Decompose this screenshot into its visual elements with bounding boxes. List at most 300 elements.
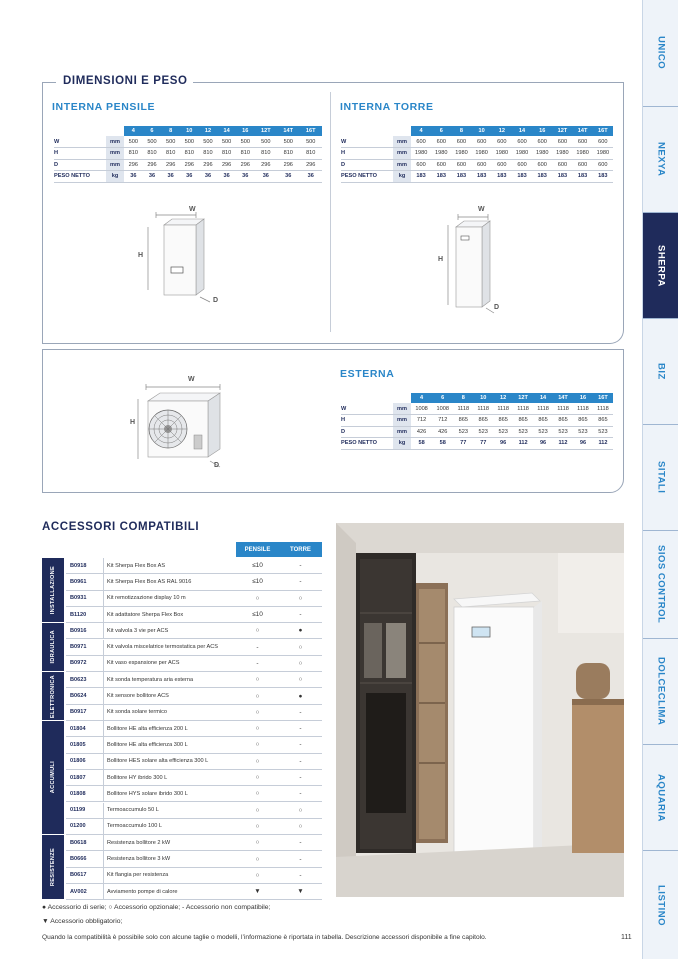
accessory-desc: Bollitore HES solare alta efficienza 300 L bbox=[103, 754, 236, 769]
torre-dim-h: H bbox=[438, 256, 444, 263]
accessory-code: B0961 bbox=[70, 578, 87, 585]
cell-value: 36 bbox=[124, 171, 143, 183]
accessory-desc: Kit sonda temperatura aria esterna bbox=[103, 672, 236, 687]
cell-value: 183 bbox=[431, 171, 451, 183]
row-label: D bbox=[341, 159, 393, 171]
row-unit: kg bbox=[106, 171, 124, 183]
esterna-dim-d: D bbox=[214, 462, 220, 469]
compat-torre: - bbox=[299, 725, 302, 733]
cell-value: 523 bbox=[593, 426, 613, 438]
accessory-desc: Bollitore HE alta efficienza 300 L bbox=[103, 737, 236, 752]
cell-value: 600 bbox=[552, 136, 572, 148]
accessory-row bbox=[66, 737, 322, 753]
compat-torre: - bbox=[299, 611, 302, 619]
legend-line-2: ▼ Accessorio obbligatorio; bbox=[42, 918, 123, 925]
compat-torre: - bbox=[299, 774, 302, 782]
cell-value: 112 bbox=[593, 438, 613, 450]
accessory-row bbox=[66, 705, 322, 721]
group-label: INSTALLAZIONE bbox=[50, 565, 56, 615]
compat-pensile: ○ bbox=[255, 855, 260, 863]
row-unit: mm bbox=[393, 415, 411, 427]
accessories-title: ACCESSORI COMPATIBILI bbox=[42, 521, 200, 533]
compat-torre: ○ bbox=[298, 676, 303, 684]
cell-value: 523 bbox=[533, 426, 553, 438]
compat-pensile: - bbox=[256, 659, 259, 667]
tab-dolceclima[interactable]: DOLCECLIMA bbox=[643, 639, 678, 745]
compat-pensile: ○ bbox=[255, 676, 260, 684]
cell-value: 500 bbox=[124, 136, 143, 148]
cell-value: 426 bbox=[411, 426, 432, 438]
pensile-header-4: 12 bbox=[199, 126, 218, 136]
cell-value: 500 bbox=[299, 136, 322, 148]
esterna-spec-table bbox=[341, 393, 613, 450]
esterna-row bbox=[341, 438, 613, 450]
cell-value: 600 bbox=[492, 159, 512, 171]
cell-value: 1980 bbox=[573, 148, 593, 160]
accessory-code: B0624 bbox=[70, 693, 87, 700]
accessory-row bbox=[66, 656, 322, 672]
compat-torre: ▼ bbox=[297, 888, 304, 896]
cell-value: 500 bbox=[161, 136, 180, 148]
cell-value: 112 bbox=[553, 438, 573, 450]
accessory-code: 01808 bbox=[70, 790, 86, 797]
cell-value: 500 bbox=[236, 136, 255, 148]
cell-value: 865 bbox=[493, 415, 513, 427]
cell-value: 600 bbox=[451, 159, 471, 171]
accessory-row bbox=[66, 803, 322, 819]
accessory-group bbox=[42, 835, 64, 899]
torre-dim-d: D bbox=[494, 304, 500, 311]
accessory-code: 01200 bbox=[70, 823, 86, 830]
cell-value: 600 bbox=[573, 159, 593, 171]
esterna-header-5: 12T bbox=[513, 393, 533, 403]
torre-header-9: 16T bbox=[593, 126, 613, 136]
compat-torre: ● bbox=[298, 627, 303, 635]
accessory-code: B0666 bbox=[70, 856, 87, 863]
cell-value: 500 bbox=[255, 136, 277, 148]
cell-value: 36 bbox=[255, 171, 277, 183]
accessory-desc: Kit valvola 3 vie per ACS bbox=[103, 623, 236, 638]
cell-value: 36 bbox=[277, 171, 299, 183]
accessory-code: B0972 bbox=[70, 660, 87, 667]
cell-value: 183 bbox=[573, 171, 593, 183]
tab-aquaria[interactable]: AQUARIA bbox=[643, 745, 678, 851]
pensile-header-5: 14 bbox=[217, 126, 236, 136]
accessory-desc: Kit Sherpa Flex Box AS RAL 9016 bbox=[103, 574, 236, 589]
pensile-header-6: 16 bbox=[236, 126, 255, 136]
pensile-header-8: 14T bbox=[277, 126, 299, 136]
accessory-row bbox=[66, 591, 322, 607]
row-label: W bbox=[54, 136, 106, 148]
cell-value: 1980 bbox=[451, 148, 471, 160]
accessory-group bbox=[42, 558, 64, 622]
cell-value: 1980 bbox=[472, 148, 492, 160]
accessory-desc: Kit sensore bollitore ACS bbox=[103, 688, 236, 703]
compat-torre: - bbox=[299, 855, 302, 863]
accessory-row bbox=[66, 721, 322, 737]
compat-pensile: ≤10 bbox=[252, 611, 263, 619]
accessory-desc: Kit remotizzazione display 10 m bbox=[103, 591, 236, 606]
cell-value: 865 bbox=[513, 415, 533, 427]
cell-value: 600 bbox=[431, 136, 451, 148]
cell-value: 810 bbox=[199, 148, 218, 160]
compat-torre: - bbox=[299, 839, 302, 847]
accessory-row bbox=[66, 868, 322, 884]
cell-value: 96 bbox=[533, 438, 553, 450]
cell-value: 183 bbox=[411, 171, 431, 183]
accessory-row bbox=[66, 770, 322, 786]
esterna-header-3: 10 bbox=[473, 393, 493, 403]
accessory-desc: Termoaccumulo 50 L bbox=[103, 803, 236, 818]
pensile-header-3: 10 bbox=[180, 126, 199, 136]
esterna-dim-h: H bbox=[130, 419, 136, 426]
cell-value: 865 bbox=[453, 415, 473, 427]
cell-value: 523 bbox=[573, 426, 593, 438]
accessory-desc: Bollitore HY ibrido 300 L bbox=[103, 770, 236, 785]
compat-pensile: ○ bbox=[255, 774, 260, 782]
cell-value: 426 bbox=[432, 426, 453, 438]
accessory-row bbox=[66, 558, 322, 574]
group-label: ELETTRONICA bbox=[50, 674, 56, 718]
cell-value: 600 bbox=[512, 159, 532, 171]
cell-value: 296 bbox=[299, 159, 322, 171]
compat-torre: ○ bbox=[298, 594, 303, 602]
pensile-header-2: 8 bbox=[161, 126, 180, 136]
esterna-header-7: 14T bbox=[553, 393, 573, 403]
accessory-code: B0917 bbox=[70, 709, 87, 716]
accessory-desc: Resistenza bollitore 3 kW bbox=[103, 851, 236, 866]
cell-value: 865 bbox=[533, 415, 553, 427]
pensile-dim-h: H bbox=[138, 252, 144, 259]
accessory-desc: Kit vaso espansione per ACS bbox=[103, 656, 236, 671]
accessory-row bbox=[66, 835, 322, 851]
cell-value: 36 bbox=[161, 171, 180, 183]
compat-pensile: ○ bbox=[255, 839, 260, 847]
row-label: PESO NETTO bbox=[54, 171, 106, 183]
accessory-code: B0971 bbox=[70, 644, 87, 651]
cell-value: 523 bbox=[513, 426, 533, 438]
accessory-code: AV002 bbox=[70, 888, 87, 895]
accessory-code: 01804 bbox=[70, 725, 86, 732]
row-label: H bbox=[341, 148, 393, 160]
cell-value: 500 bbox=[217, 136, 236, 148]
esterna-row bbox=[341, 426, 613, 438]
cell-value: 58 bbox=[411, 438, 432, 450]
cell-value: 865 bbox=[473, 415, 493, 427]
cell-value: 523 bbox=[493, 426, 513, 438]
tab-sitali[interactable]: SITALI bbox=[643, 425, 678, 531]
accessory-code: B0618 bbox=[70, 839, 87, 846]
accessory-row bbox=[66, 754, 322, 770]
accessory-desc: Kit Sherpa Flex Box AS bbox=[103, 558, 236, 573]
accessory-code: 01807 bbox=[70, 774, 86, 781]
cell-value: 1118 bbox=[453, 403, 473, 415]
tab-listino[interactable]: LISTINO bbox=[655, 884, 667, 926]
pensile-row bbox=[54, 136, 322, 148]
esterna-header-9: 16T bbox=[593, 393, 613, 403]
cell-value: 296 bbox=[199, 159, 218, 171]
torre-header-3: 10 bbox=[472, 126, 492, 136]
accessory-row bbox=[66, 672, 322, 688]
cell-value: 810 bbox=[180, 148, 199, 160]
pensile-header-9: 16T bbox=[299, 126, 322, 136]
cell-value: 296 bbox=[180, 159, 199, 171]
cell-value: 296 bbox=[143, 159, 162, 171]
compat-pensile: ▼ bbox=[254, 888, 261, 896]
esterna-header-0: 4 bbox=[411, 393, 432, 403]
cell-value: 296 bbox=[124, 159, 143, 171]
cell-value: 600 bbox=[451, 136, 471, 148]
accessory-desc: Kit sonda solare termico bbox=[103, 705, 236, 720]
cell-value: 500 bbox=[199, 136, 218, 148]
cell-value: 36 bbox=[236, 171, 255, 183]
cell-value: 1980 bbox=[512, 148, 532, 160]
compat-pensile: ○ bbox=[255, 806, 260, 814]
accessory-code: 01806 bbox=[70, 758, 86, 765]
compat-pensile: ≤10 bbox=[252, 562, 263, 570]
cell-value: 77 bbox=[473, 438, 493, 450]
cell-value: 600 bbox=[532, 159, 552, 171]
esterna-header-8: 16 bbox=[573, 393, 593, 403]
cell-value: 36 bbox=[143, 171, 162, 183]
esterna-title: ESTERNA bbox=[340, 368, 395, 380]
accessory-desc: Kit adattatore Sherpa Flex Box bbox=[103, 607, 236, 622]
tab-unico[interactable]: UNICO bbox=[643, 0, 678, 107]
esterna-dim-w: W bbox=[188, 376, 195, 383]
row-unit: kg bbox=[393, 438, 411, 450]
cell-value: 600 bbox=[411, 159, 431, 171]
accessory-desc: Bollitore HYS solare ibrido 300 L bbox=[103, 786, 236, 801]
cell-value: 1980 bbox=[431, 148, 451, 160]
cell-value: 58 bbox=[432, 438, 453, 450]
accessory-desc: Kit valvola miscelatrice termostatica per ACS bbox=[103, 640, 236, 655]
torre-row bbox=[341, 159, 613, 171]
row-unit: mm bbox=[106, 136, 124, 148]
compat-torre: ○ bbox=[298, 822, 303, 830]
cell-value: 600 bbox=[472, 159, 492, 171]
cell-value: 1118 bbox=[533, 403, 553, 415]
section-title: DIMENSIONI E PESO bbox=[60, 75, 191, 87]
cell-value: 183 bbox=[492, 171, 512, 183]
cell-value: 600 bbox=[512, 136, 532, 148]
compat-pensile: ≤10 bbox=[252, 578, 263, 586]
row-label: D bbox=[54, 159, 106, 171]
cell-value: 36 bbox=[180, 171, 199, 183]
cell-value: 296 bbox=[236, 159, 255, 171]
cell-value: 36 bbox=[199, 171, 218, 183]
accessory-desc: Bollitore HE alta efficienza 200 L bbox=[103, 721, 236, 736]
row-unit: mm bbox=[393, 403, 411, 415]
legend-line-1: ● Accessorio di serie; ○ Accessorio opzionale; - Accessorio non compatibile; bbox=[42, 904, 271, 911]
cell-value: 600 bbox=[411, 136, 431, 148]
cell-value: 183 bbox=[512, 171, 532, 183]
cell-value: 1118 bbox=[493, 403, 513, 415]
compat-pensile: ○ bbox=[255, 594, 260, 602]
esterna-header-4: 12 bbox=[493, 393, 513, 403]
compat-torre: - bbox=[299, 578, 302, 586]
cell-value: 810 bbox=[255, 148, 277, 160]
accessory-row bbox=[66, 640, 322, 656]
compat-pensile: ○ bbox=[255, 757, 260, 765]
compat-torre: ○ bbox=[298, 643, 303, 651]
accessory-code: B0623 bbox=[70, 676, 87, 683]
cell-value: 865 bbox=[573, 415, 593, 427]
accessory-row bbox=[66, 688, 322, 704]
accessory-code: B0931 bbox=[70, 595, 87, 602]
row-unit: mm bbox=[393, 426, 411, 438]
torre-header-2: 8 bbox=[451, 126, 471, 136]
pensile-title: INTERNA PENSILE bbox=[52, 101, 156, 113]
compat-torre: - bbox=[299, 741, 302, 749]
accessory-row bbox=[66, 607, 322, 623]
accessory-desc: Avviamento pompe di calore bbox=[103, 884, 236, 899]
row-label: H bbox=[341, 415, 393, 427]
cell-value: 1980 bbox=[552, 148, 572, 160]
row-label: D bbox=[341, 426, 393, 438]
row-label: H bbox=[54, 148, 106, 160]
accessory-group bbox=[42, 721, 64, 834]
accessory-row bbox=[66, 574, 322, 590]
row-label: PESO NETTO bbox=[341, 438, 393, 450]
torre-header-4: 12 bbox=[492, 126, 512, 136]
compat-pensile: ○ bbox=[255, 627, 260, 635]
torre-title: INTERNA TORRE bbox=[340, 101, 434, 113]
cell-value: 183 bbox=[552, 171, 572, 183]
cell-value: 1008 bbox=[411, 403, 432, 415]
row-unit: mm bbox=[393, 148, 411, 160]
torre-header-6: 16 bbox=[532, 126, 552, 136]
compat-pensile: ○ bbox=[255, 790, 260, 798]
cell-value: 810 bbox=[277, 148, 299, 160]
esterna-unit-drawing bbox=[128, 375, 238, 475]
cell-value: 865 bbox=[553, 415, 573, 427]
cell-value: 523 bbox=[453, 426, 473, 438]
col-torre-header: TORRE bbox=[279, 542, 322, 557]
torre-header-8: 14T bbox=[573, 126, 593, 136]
pensile-row bbox=[54, 148, 322, 160]
cell-value: 810 bbox=[236, 148, 255, 160]
cell-value: 500 bbox=[143, 136, 162, 148]
product-photo bbox=[336, 523, 624, 897]
row-label: W bbox=[341, 403, 393, 415]
cell-value: 296 bbox=[277, 159, 299, 171]
pensile-unit-drawing bbox=[130, 205, 240, 310]
accessory-desc: Resistenza bollitore 2 kW bbox=[103, 835, 236, 850]
accessory-code: B1120 bbox=[70, 611, 87, 618]
torre-dim-w: W bbox=[478, 206, 485, 213]
pensile-row bbox=[54, 159, 322, 171]
esterna-header-2: 8 bbox=[453, 393, 473, 403]
row-unit: mm bbox=[106, 148, 124, 160]
cell-value: 1980 bbox=[593, 148, 613, 160]
accessory-code: B0918 bbox=[70, 562, 87, 569]
section-divider bbox=[330, 92, 331, 332]
esterna-header-1: 6 bbox=[432, 393, 453, 403]
row-unit: mm bbox=[393, 159, 411, 171]
compat-torre: - bbox=[299, 708, 302, 716]
pensile-row bbox=[54, 171, 322, 183]
tab-biz[interactable]: BIZ bbox=[643, 319, 678, 425]
compat-pensile: ○ bbox=[255, 725, 260, 733]
col-pensile-header: PENSILE bbox=[236, 542, 279, 557]
cell-value: 77 bbox=[453, 438, 473, 450]
compat-pensile: ○ bbox=[255, 692, 260, 700]
cell-value: 96 bbox=[493, 438, 513, 450]
cell-value: 1980 bbox=[411, 148, 431, 160]
compat-pensile: ○ bbox=[255, 822, 260, 830]
cell-value: 1980 bbox=[532, 148, 552, 160]
accessory-desc: Termoaccumulo 100 L bbox=[103, 819, 236, 834]
cell-value: 1118 bbox=[573, 403, 593, 415]
cell-value: 36 bbox=[217, 171, 236, 183]
cell-value: 500 bbox=[180, 136, 199, 148]
tab-nexya[interactable]: NEXYA bbox=[643, 107, 678, 213]
row-label: W bbox=[341, 136, 393, 148]
pensile-dim-w: W bbox=[189, 206, 196, 213]
esterna-header-6: 14 bbox=[533, 393, 553, 403]
accessory-desc: Kit flangia per resistenza bbox=[103, 868, 236, 883]
compat-torre: - bbox=[299, 562, 302, 570]
cell-value: 810 bbox=[217, 148, 236, 160]
cell-value: 712 bbox=[432, 415, 453, 427]
torre-row bbox=[341, 136, 613, 148]
accessory-code: 01199 bbox=[70, 807, 86, 814]
cell-value: 183 bbox=[472, 171, 492, 183]
cell-value: 296 bbox=[255, 159, 277, 171]
cell-value: 600 bbox=[492, 136, 512, 148]
cell-value: 112 bbox=[513, 438, 533, 450]
compat-torre: - bbox=[299, 871, 302, 879]
cell-value: 523 bbox=[473, 426, 493, 438]
accessory-code: B0617 bbox=[70, 872, 87, 879]
accessory-group bbox=[42, 623, 64, 671]
accessory-group bbox=[42, 672, 64, 720]
tab-sios-control[interactable]: SIOS CONTROL bbox=[643, 531, 678, 639]
tab-sherpa[interactable]: SHERPA bbox=[643, 213, 678, 319]
cell-value: 600 bbox=[593, 136, 613, 148]
torre-unit-drawing bbox=[440, 205, 520, 315]
group-label: ACCUMULI bbox=[50, 761, 56, 794]
cell-value: 810 bbox=[143, 148, 162, 160]
torre-header-5: 14 bbox=[512, 126, 532, 136]
cell-value: 500 bbox=[277, 136, 299, 148]
compat-pensile: - bbox=[256, 643, 259, 651]
accessory-row bbox=[66, 851, 322, 867]
row-unit: mm bbox=[393, 136, 411, 148]
cell-value: 523 bbox=[553, 426, 573, 438]
row-unit: mm bbox=[106, 159, 124, 171]
cell-value: 865 bbox=[593, 415, 613, 427]
accessory-row bbox=[66, 623, 322, 639]
cell-value: 600 bbox=[573, 136, 593, 148]
accessory-row bbox=[66, 786, 322, 802]
esterna-row bbox=[341, 403, 613, 415]
cell-value: 600 bbox=[472, 136, 492, 148]
cell-value: 96 bbox=[573, 438, 593, 450]
cell-value: 600 bbox=[593, 159, 613, 171]
legend-line-3: Quando la compatibilità è possibile solo con alcune taglie o modelli, l’informazione è riportata in tabella. Descrizione accessori disponibile a fine capitolo. bbox=[42, 934, 487, 941]
cell-value: 183 bbox=[593, 171, 613, 183]
compat-pensile: ○ bbox=[255, 708, 260, 716]
pensile-dim-d: D bbox=[213, 297, 219, 304]
cell-value: 712 bbox=[411, 415, 432, 427]
cell-value: 600 bbox=[532, 136, 552, 148]
cell-value: 810 bbox=[299, 148, 322, 160]
cell-value: 1118 bbox=[593, 403, 613, 415]
page-number: 111 bbox=[621, 934, 632, 941]
row-unit: kg bbox=[393, 171, 411, 183]
cell-value: 600 bbox=[431, 159, 451, 171]
